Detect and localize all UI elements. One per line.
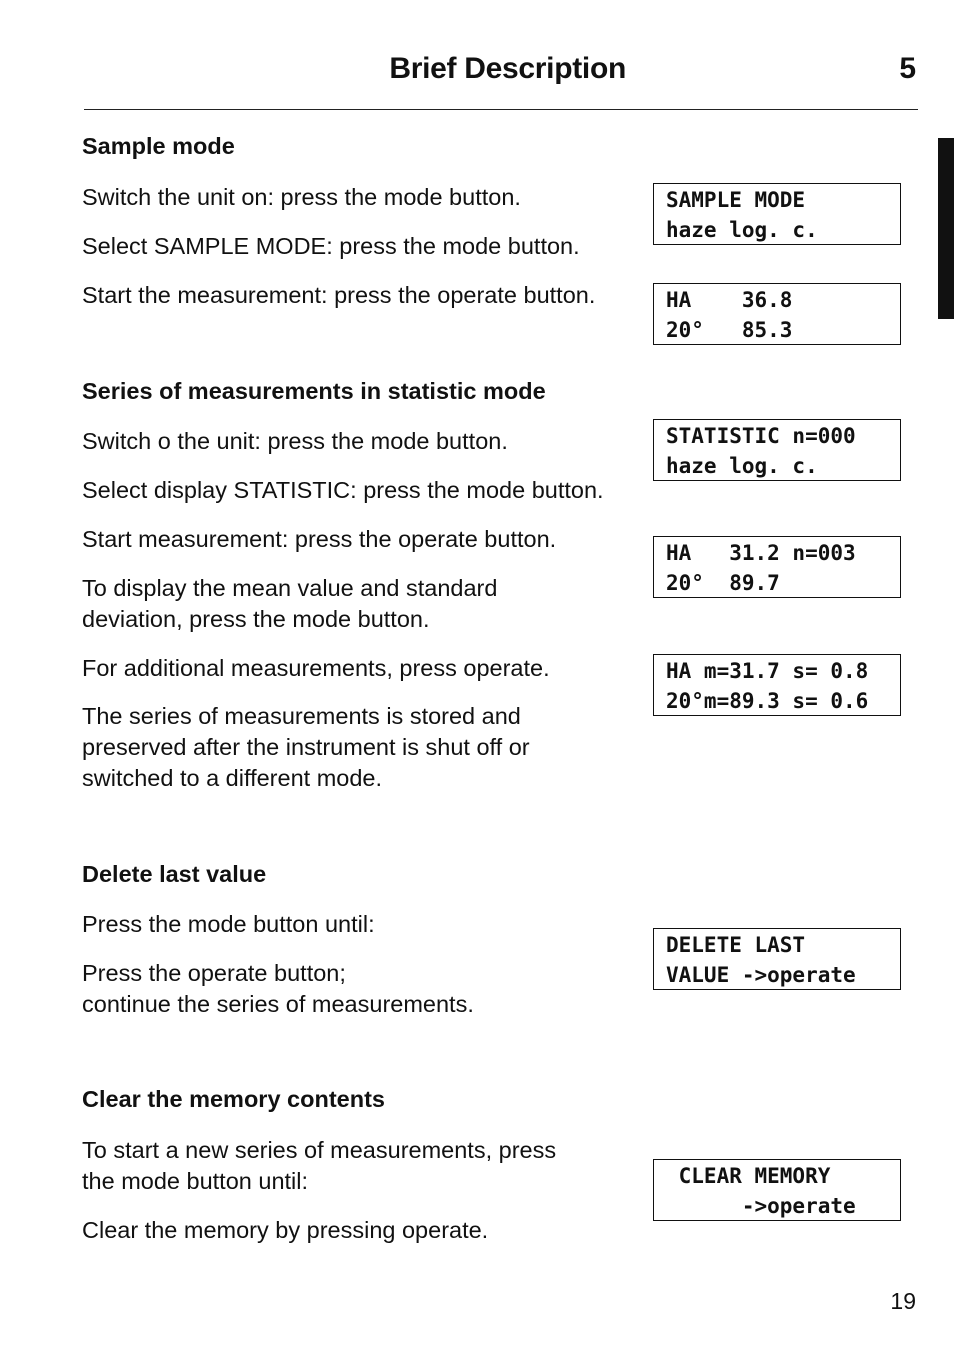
lcd-display: HA m=31.7 s= 0.8 20°m=89.3 s= 0.6 — [653, 654, 901, 716]
section-heading-delete-last-value: Delete last value — [82, 861, 267, 887]
paragraph: Select SAMPLE MODE: press the mode button. — [82, 233, 580, 259]
paragraph: Press the operate button; continue the series of measurements. — [82, 960, 474, 1017]
lcd-display: SAMPLE MODE haze log. c. — [653, 183, 901, 245]
lcd-display: CLEAR MEMORY ->operate — [653, 1159, 901, 1221]
lcd-display: HA 31.2 n=003 20° 89.7 — [653, 536, 901, 598]
paragraph: To start a new series of measurements, press the mode button until: — [82, 1137, 557, 1194]
lcd-display: STATISTIC n=000 haze log. c. — [653, 419, 901, 481]
chapter-number: 5 — [899, 52, 916, 85]
lcd-display: DELETE LAST VALUE ->operate — [653, 928, 901, 990]
paragraph: Switch the unit on: press the mode button. — [82, 184, 521, 210]
page-title: Brief Description — [389, 52, 626, 85]
chapter-tab-marker — [938, 138, 954, 319]
paragraph: For additional measurements, press operate. — [82, 655, 550, 681]
section-heading-statistic-mode: Series of measurements in statistic mode — [82, 378, 546, 404]
paragraph: Start the measurement: press the operate button. — [82, 282, 596, 308]
section-heading-clear-memory: Clear the memory contents — [82, 1086, 385, 1112]
paragraph: Switch o the unit: press the mode button. — [82, 428, 508, 454]
paragraph: Start measurement: press the operate button. — [82, 526, 557, 552]
paragraph: Press the mode button until: — [82, 911, 375, 937]
page-number: 19 — [890, 1288, 916, 1314]
header-rule — [84, 109, 918, 110]
section-heading-sample-mode: Sample mode — [82, 133, 235, 159]
paragraph: To display the mean value and standard deviation, press the mode button. — [82, 575, 498, 632]
paragraph: Clear the memory by pressing operate. — [82, 1217, 489, 1243]
paragraph: The series of measurements is stored and preserved after the instrument is shut off or switched to a different mode. — [82, 703, 530, 791]
lcd-display: HA 36.8 20° 85.3 — [653, 283, 901, 345]
paragraph: Select display STATISTIC: press the mode button. — [82, 477, 604, 503]
